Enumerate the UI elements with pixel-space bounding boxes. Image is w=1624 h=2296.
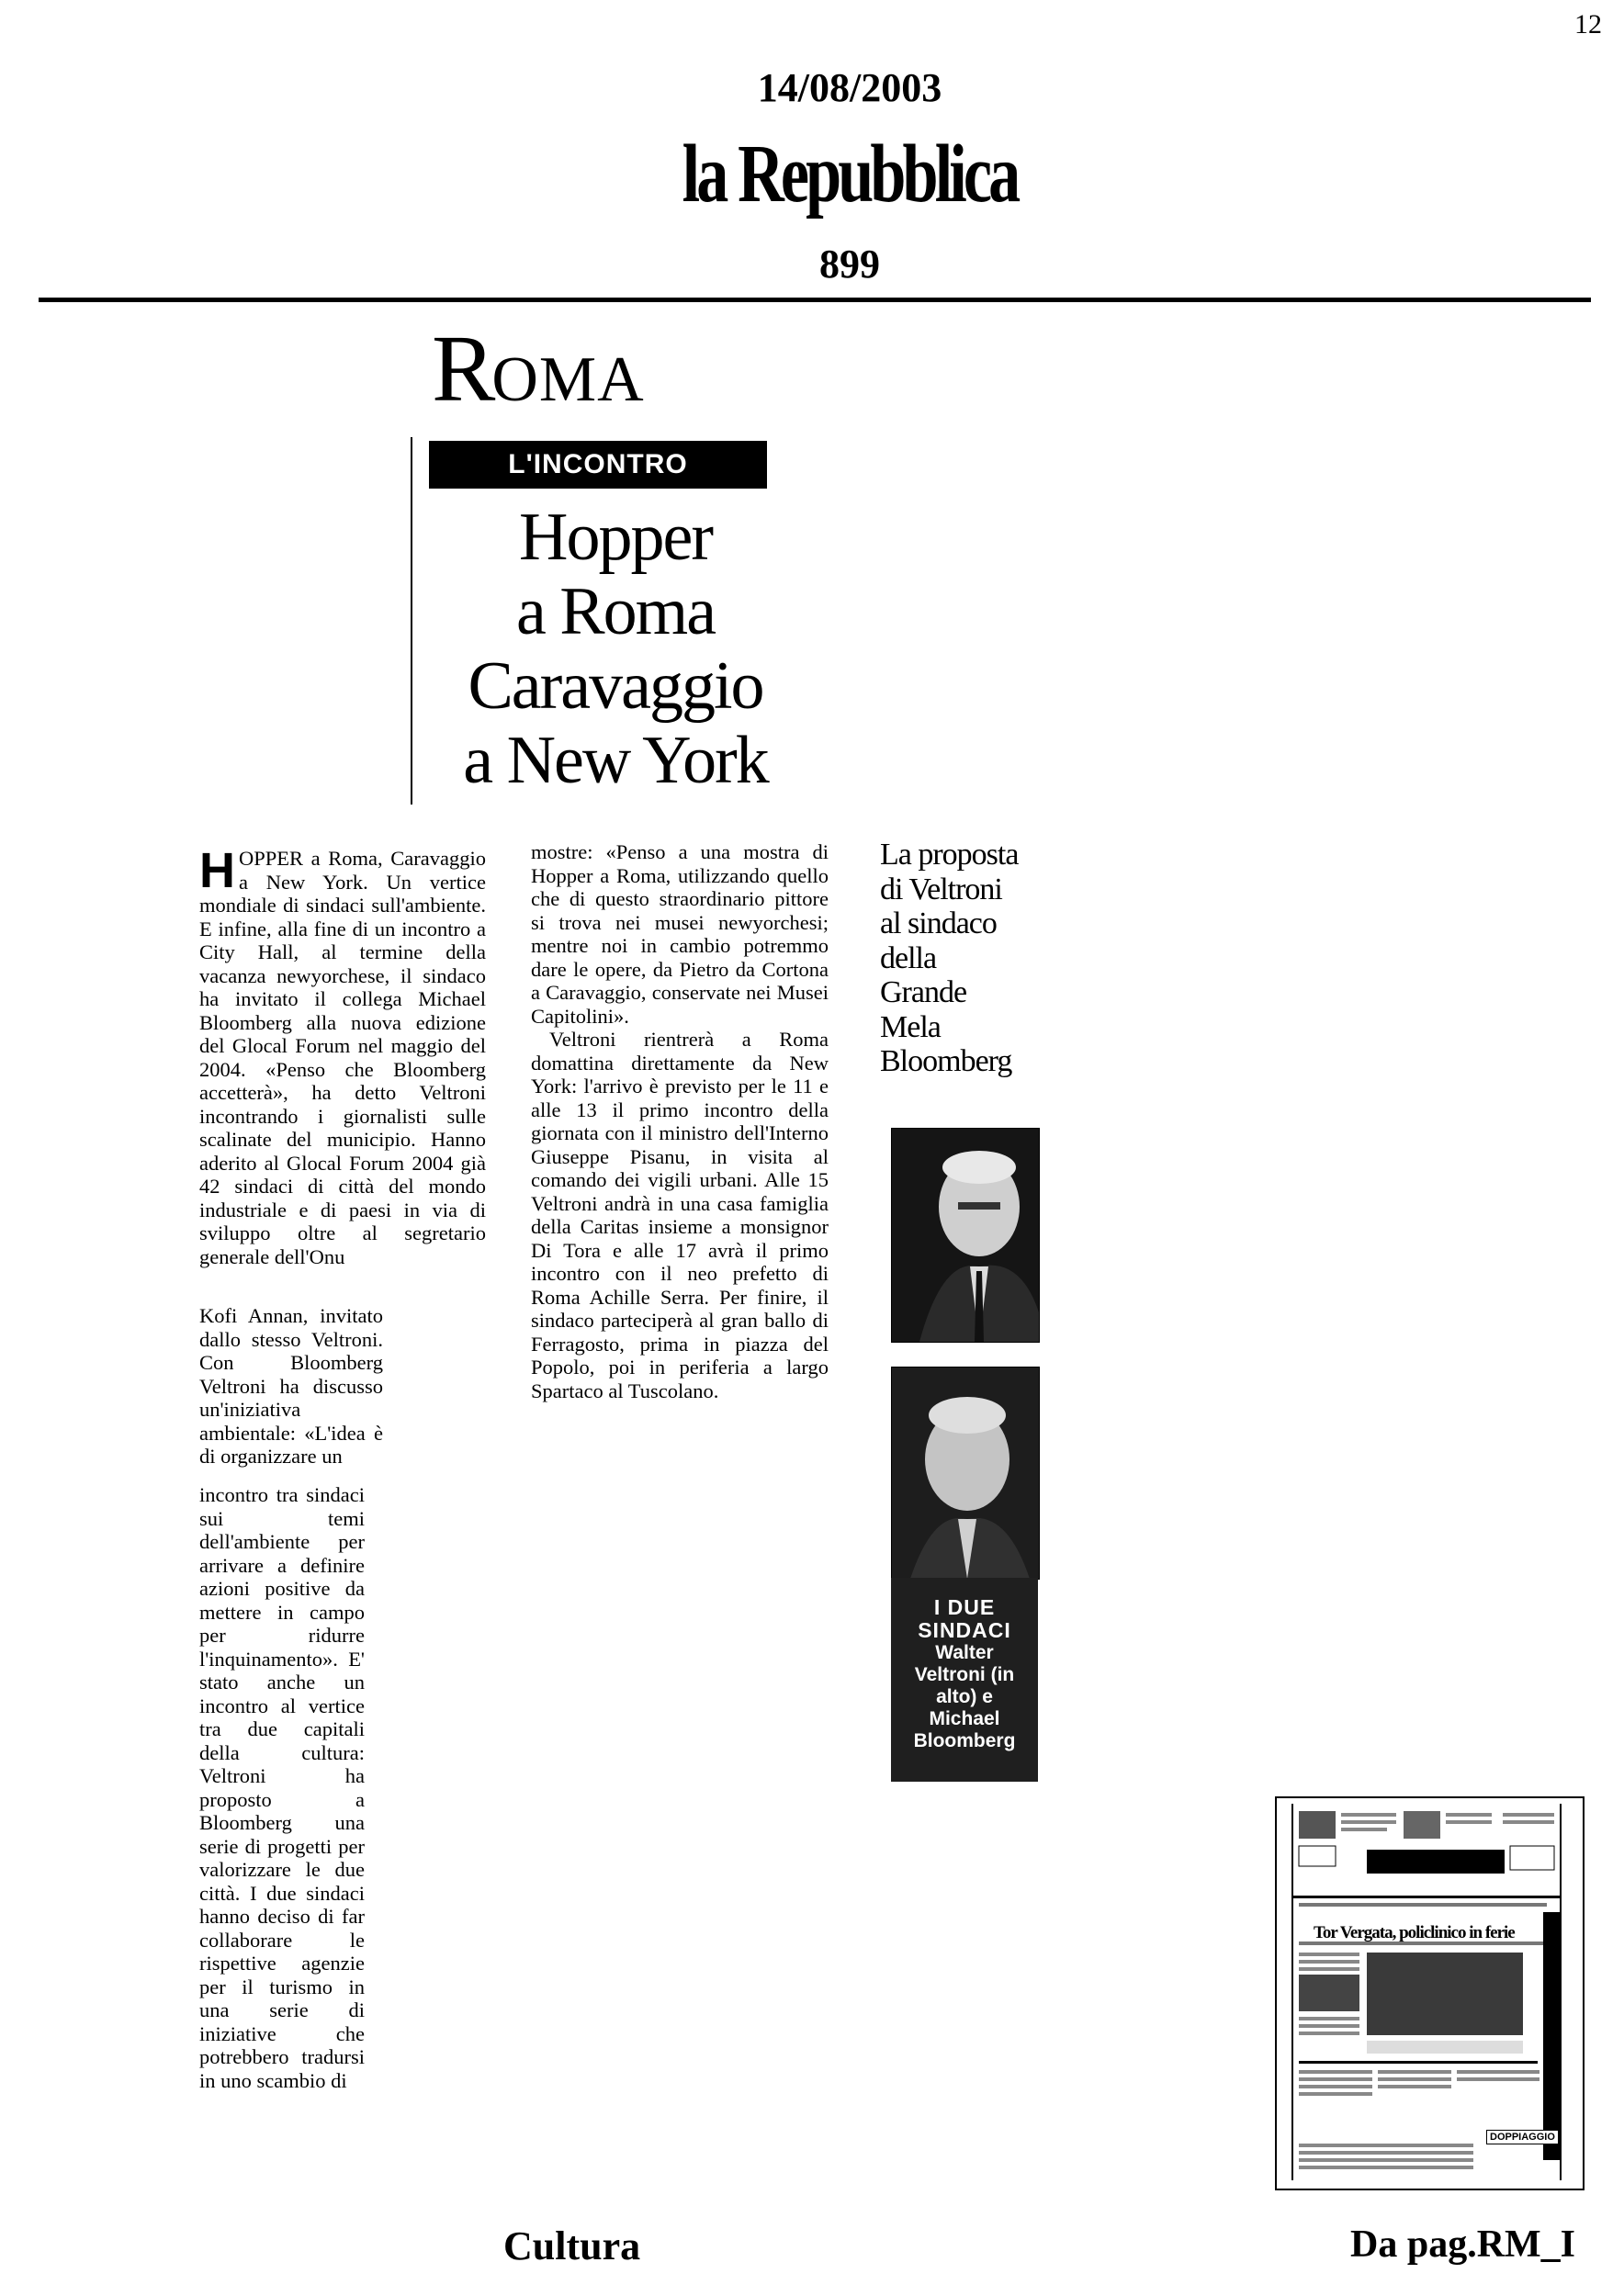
photo-veltroni (891, 1128, 1040, 1343)
article-column-2 (531, 840, 829, 1402)
section-title (432, 316, 645, 422)
headline-line: Hopper (519, 500, 712, 575)
section-title-initial: R (432, 316, 492, 422)
subhead-line: della (880, 940, 937, 975)
portrait-image (892, 1129, 1039, 1342)
caption-title (891, 1578, 1038, 1642)
article-column-1 (199, 843, 486, 1268)
caption-title-line: SINDACI (918, 1618, 1011, 1642)
caption-title-line: I DUE (933, 1595, 996, 1619)
article-column-1-narrower (199, 1483, 365, 2092)
headline-line: a New York (463, 723, 768, 798)
headline-line: Caravaggio (468, 648, 763, 724)
headline-line: a Roma (515, 574, 716, 649)
thumbnail-layout-graphic (1293, 1804, 1560, 2180)
caption-line: alto) e (936, 1686, 993, 1707)
subhead-line: di Veltroni (880, 872, 1002, 906)
top-rule (39, 298, 1591, 302)
kicker-label: L'INCONTRO (429, 441, 767, 489)
subhead-line: al sindaco (880, 906, 997, 940)
article-paragraph: incontro tra sindaci sui temi dell'ambiente per arrivare a definire azioni positive da mettere in campo per ridurre l'inquinamento». E' stato anche un incontro al vertice tra due capitali della cultura: Veltroni ha proposto a Bloomberg una serie di progetti per valorizzare le due città. I due sindaci hanno deciso di far collaborare le rispettive agenzie per il turismo in una serie di iniziative che potrebbero tradursi in uno scambio di (199, 1483, 365, 2092)
caption-text (891, 1642, 1038, 1752)
front-page-thumbnail (1275, 1796, 1585, 2190)
article-paragraph: mostre: «Penso a una mostra di Hopper a Roma, utilizzando quello che di questo straordinario pittore si trova nei musei newyorchesi; mentre noi in cambio potremmo dare le opere, da Pietro da Cortona a Caravaggio, conservate nei Musei Capitolini». (531, 840, 829, 1028)
newspaper-masthead: la Repubblica (682, 129, 1018, 219)
section-title-rest: OMA (491, 344, 645, 415)
headline-rule (411, 437, 412, 805)
article-column-1-narrow (199, 1304, 383, 1469)
page-number: 12 (1574, 9, 1602, 39)
section-footer: Cultura (503, 2223, 641, 2268)
headline (432, 501, 799, 798)
thumbnail-page (1291, 1804, 1562, 2180)
article-paragraph: Veltroni rientrerà a Roma domattina direttamente da New York: l'arrivo è previsto per le 11 e alle 13 il primo incontro della giornata con il ministro dell'Interno Giuseppe Pisanu, in visita al comando dei vigili urbani. Alle 15 Veltroni andrà in una casa famiglia della Caritas insieme a monsignor Di Tora e alle 17 avrà il primo incontro con il neo prefetto di Roma Achille Serra. Per finire, il sindaco parteciperà al gran ballo di Ferragosto, prima in piazza del Popolo, poi in periferia a largo Spartaco al Tuscolano. (531, 1028, 829, 1402)
subhead-line: Mela (880, 1009, 941, 1044)
photo-bloomberg (891, 1367, 1040, 1580)
caption-line: Veltroni (in (914, 1664, 1015, 1685)
subheadline (880, 838, 1082, 1079)
subhead-line: Bloomberg (880, 1044, 1012, 1078)
subhead-line: Grande (880, 975, 967, 1009)
clip-date: 14/08/2003 (757, 65, 942, 110)
portrait-image (892, 1367, 1039, 1579)
caption-line: Walter (935, 1642, 994, 1663)
article-paragraph: HOPPER a Roma, Caravaggio a New York. Un vertice mondiale di sindaci sull'ambiente. E infine, alla fine di un incontro a City Hall, al termine della vacanza newyorchese, il sindaco ha invitato il collega Michael Bloomberg alla nuova edizione del Glocal Forum nel maggio del 2004. «Penso che Bloomberg accetterà», ha detto Veltroni incontrando i giornalisti sulle scalinate del municipio. Hanno aderito al Glocal Forum 2004 già 42 sindaci di città del mondo industriale e di paesi in via di sviluppo oltre al segretario generale dell'Onu (199, 843, 486, 1268)
article-paragraph: Kofi Annan, invitato dallo stesso Veltroni. Con Bloomberg Veltroni ha discusso un'iniziativa ambientale: «L'idea è di organizzare un (199, 1304, 383, 1468)
caption-line: Bloomberg (913, 1730, 1016, 1751)
subhead-line: La proposta (880, 838, 1019, 872)
clip-code: 899 (819, 242, 880, 287)
photo-caption (891, 1578, 1038, 1782)
thumbnail-label: DOPPIAGGIO (1486, 2130, 1559, 2144)
thumbnail-headline: Tor Vergata, policlinico in ferie (1314, 1923, 1515, 1942)
source-page: Da pag.RM_I (1350, 2223, 1576, 2266)
caption-line: Michael (929, 1708, 1000, 1729)
